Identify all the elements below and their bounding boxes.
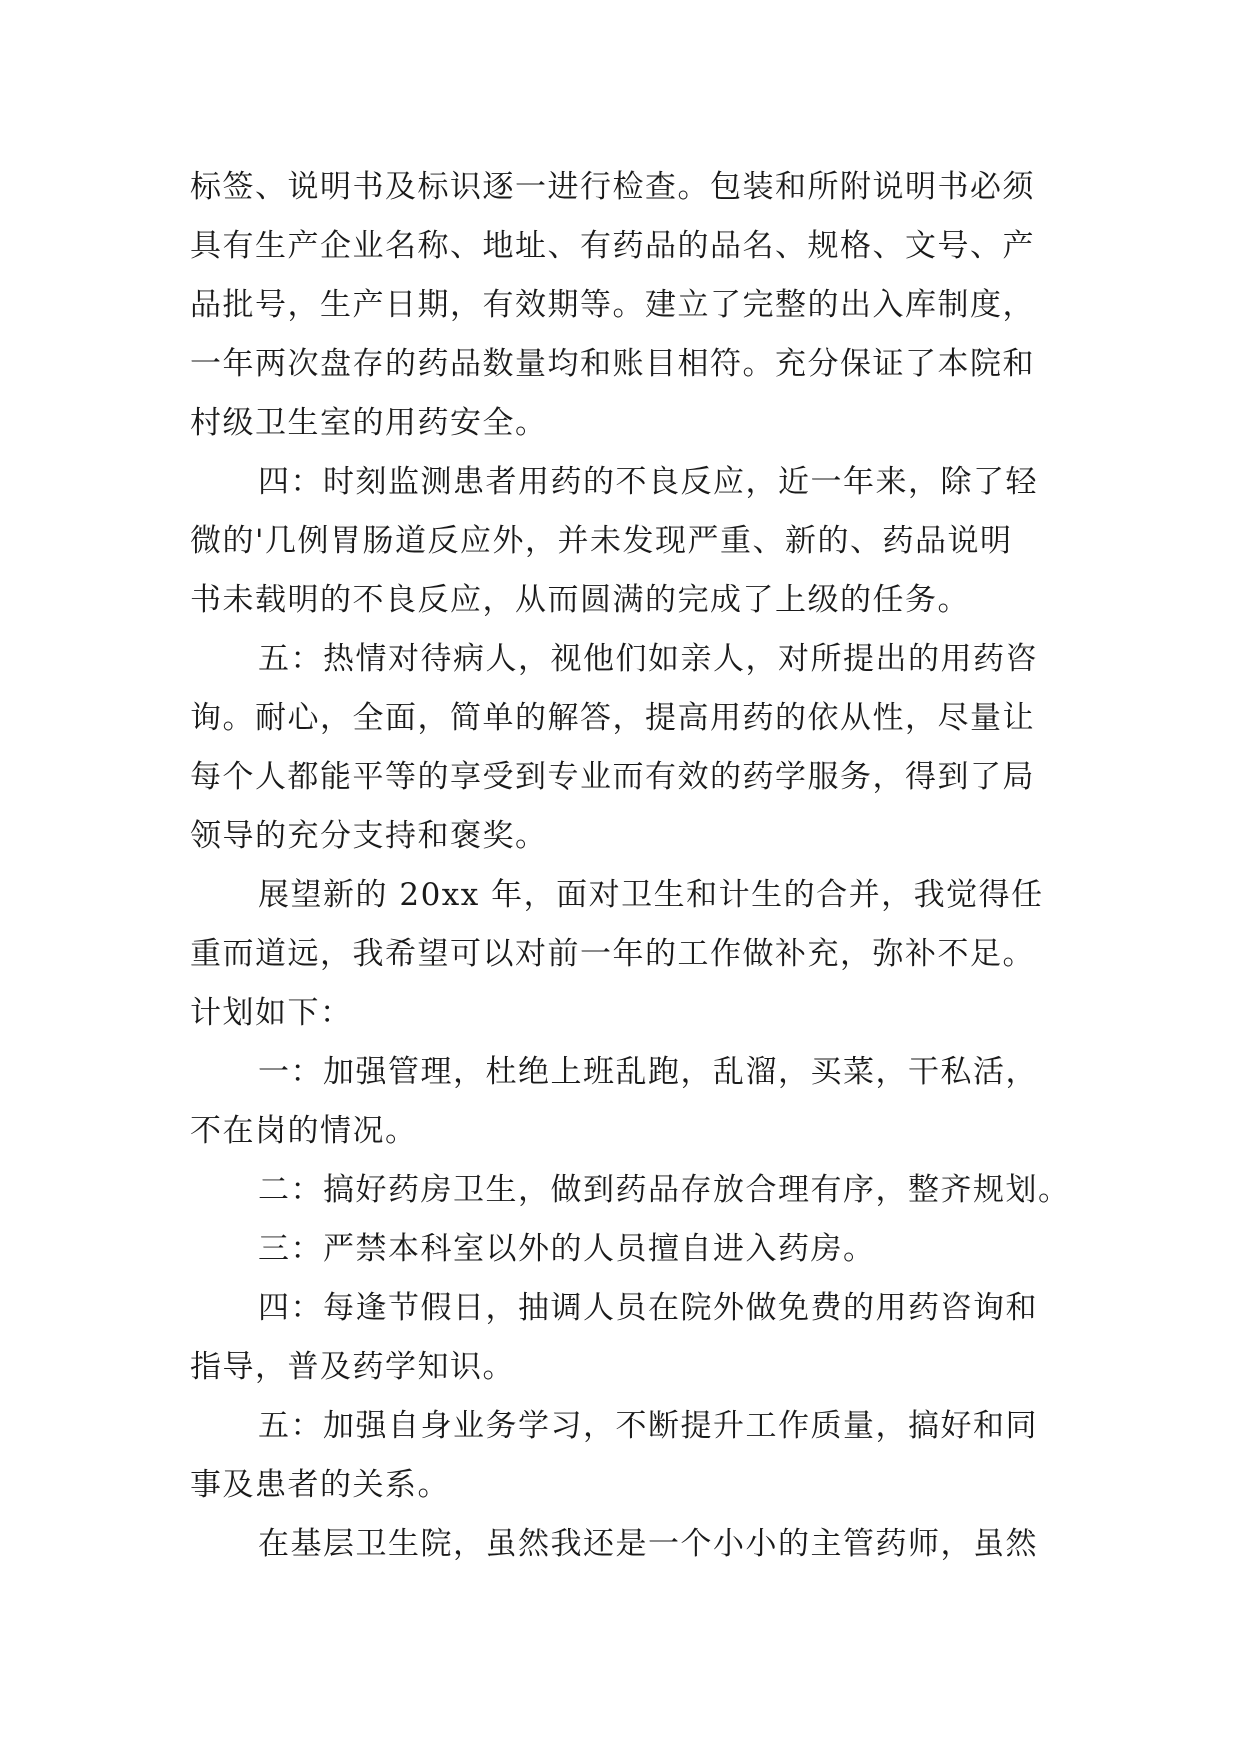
text-line: 一：加强管理，杜绝上班乱跑，乱溜，买菜，干私活， (258, 1054, 1038, 1090)
text-line: 询。耐心，全面，简单的解答，提高用药的依从性，尽量让 (190, 700, 1035, 736)
paragraph (190, 1043, 1070, 1161)
paragraph (190, 866, 1070, 1043)
text-line: 五：热情对待病人，视他们如亲人，对所提出的用药咨 (258, 641, 1038, 677)
paragraph (190, 1397, 1070, 1515)
text-line: 每个人都能平等的享受到专业而有效的药学服务，得到了局 (190, 759, 1035, 795)
text-line: 四：时刻监测患者用药的不良反应，近一年来，除了轻 (258, 464, 1038, 500)
text-line: 计划如下： (190, 995, 353, 1031)
text-line: 二：搞好药房卫生，做到药品存放合理有序，整齐规划。 (258, 1172, 1071, 1208)
paragraph (190, 158, 1070, 453)
paragraph (190, 453, 1070, 630)
text-line: 展望新的 20xx 年，面对卫生和计生的合并，我觉得任 (258, 877, 1044, 913)
text-line: 指导，普及药学知识。 (190, 1349, 515, 1385)
text-line: 三：严禁本科室以外的人员擅自进入药房。 (258, 1231, 876, 1267)
text-line: 五：加强自身业务学习，不断提升工作质量，搞好和同 (258, 1408, 1038, 1444)
paragraph (190, 1515, 1070, 1574)
text-line: 四：每逢节假日，抽调人员在院外做免费的用药咨询和 (258, 1290, 1038, 1326)
text-line: 一年两次盘存的药品数量均和账目相符。充分保证了本院和 (190, 346, 1035, 382)
text-line: 品批号，生产日期，有效期等。建立了完整的出入库制度， (190, 287, 1035, 323)
text-line: 具有生产企业名称、地址、有药品的品名、规格、文号、产 (190, 228, 1035, 264)
text-line: 在基层卫生院，虽然我还是一个小小的主管药师，虽然 (258, 1526, 1038, 1562)
paragraph (190, 1220, 1070, 1279)
paragraph (190, 1279, 1070, 1397)
document-body (190, 158, 1070, 1574)
text-line: 标签、说明书及标识逐一进行检查。包装和所附说明书必须 (190, 169, 1035, 205)
paragraph (190, 1161, 1070, 1220)
text-line: 事及患者的关系。 (190, 1467, 450, 1503)
text-line: 微的'几例胃肠道反应外，并未发现严重、新的、药品说明 (190, 523, 1013, 559)
text-line: 村级卫生室的用药安全。 (190, 405, 548, 441)
text-line: 不在岗的情况。 (190, 1113, 418, 1149)
text-line: 重而道远，我希望可以对前一年的工作做补充，弥补不足。 (190, 936, 1035, 972)
paragraph (190, 630, 1070, 866)
text-line: 领导的充分支持和褒奖。 (190, 818, 548, 854)
text-line: 书未载明的不良反应，从而圆满的完成了上级的任务。 (190, 582, 970, 618)
